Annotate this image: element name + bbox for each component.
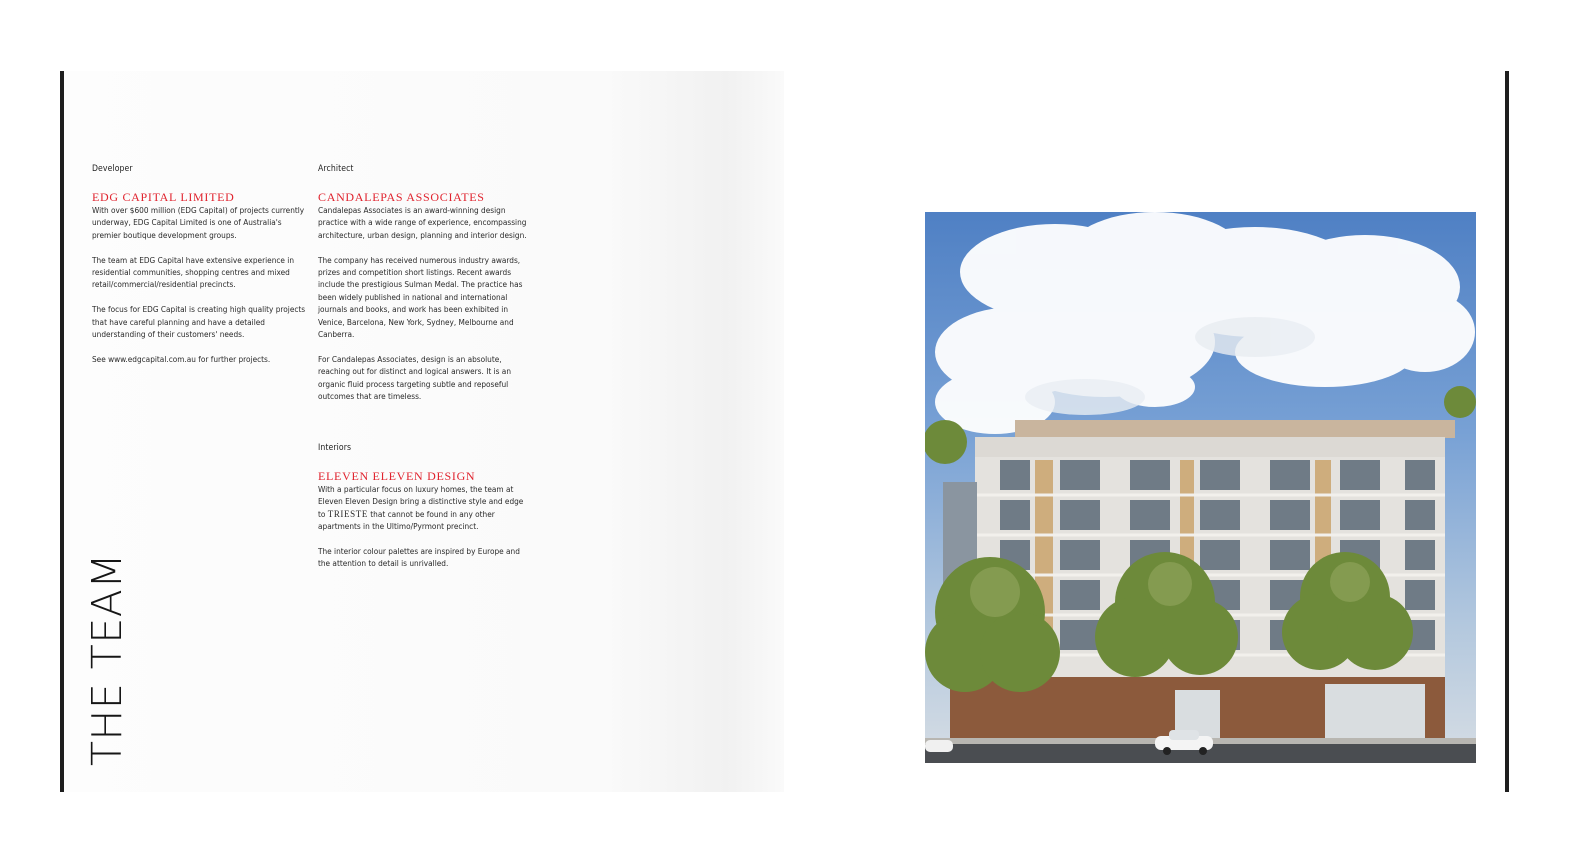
interiors-paragraph [318,483,533,533]
page-title: THE TEAM [83,552,131,766]
interiors-text: that cannot be found in any other apartments in the Ultimo/Pyrmont precinct. [318,508,495,532]
interiors-section [318,443,533,582]
right-page-edge [1505,71,1509,792]
developer-name: EDG CAPITAL LIMITED [92,190,235,204]
developer-paragraph: The focus for EDG Capital is creating high quality projects that have careful planning and have a detailed understanding of their customers' needs. [92,304,306,340]
architect-section [318,164,533,415]
interiors-paragraph: The interior colour palettes are inspired by Europe and the attention to detail is unrivalled. [318,546,520,569]
architect-paragraph: The company has received numerous industry awards, prizes and competition short listings. Recent awards include the prestigious Sulman Medal. The practice has been widely published in national and international journals and books, and work has been exhibited in Venice, Barcelona, New York, Sydney, Melbourne and Canberra. [318,254,523,340]
developer-label: Developer [92,164,133,174]
architect-paragraph: Candalepas Associates is an award-winning design practice with a wide range of experience, encompassing architecture, urban design, planning and interior design. [318,205,527,240]
architect-label: Architect [318,164,354,174]
architect-paragraph: For Candalepas Associates, design is an absolute, reaching out for distinct and logical answers. It is an organic fluid process targeting subtle and reposeful outcomes that are timeless. [318,353,511,402]
developer-section [92,164,307,378]
architect-name: CANDALEPAS ASSOCIATES [318,190,485,204]
developer-website-note: See www.edgcapital.com.au for further projects. [92,353,271,364]
interiors-text: With a particular focus on luxury homes, the team at Eleven Eleven Design bring a distinctive style and edge to [318,484,524,519]
developer-paragraph: The team at EDG Capital have extensive experience in residential communities, shopping centres and mixed retail/commercial/residential precincts. [92,254,295,290]
trieste-brand: TRIESTE [327,508,368,519]
left-page-edge [60,71,64,792]
interiors-name: ELEVEN ELEVEN DESIGN [318,469,476,483]
cloud-shape [935,212,1475,434]
developer-paragraph: With over $600 million (EDG Capital) of projects currently underway, EDG Capital Limited is one of Australia's premier boutique development groups. [92,205,305,240]
building-render-image [925,212,1476,763]
interiors-label: Interiors [318,443,352,453]
